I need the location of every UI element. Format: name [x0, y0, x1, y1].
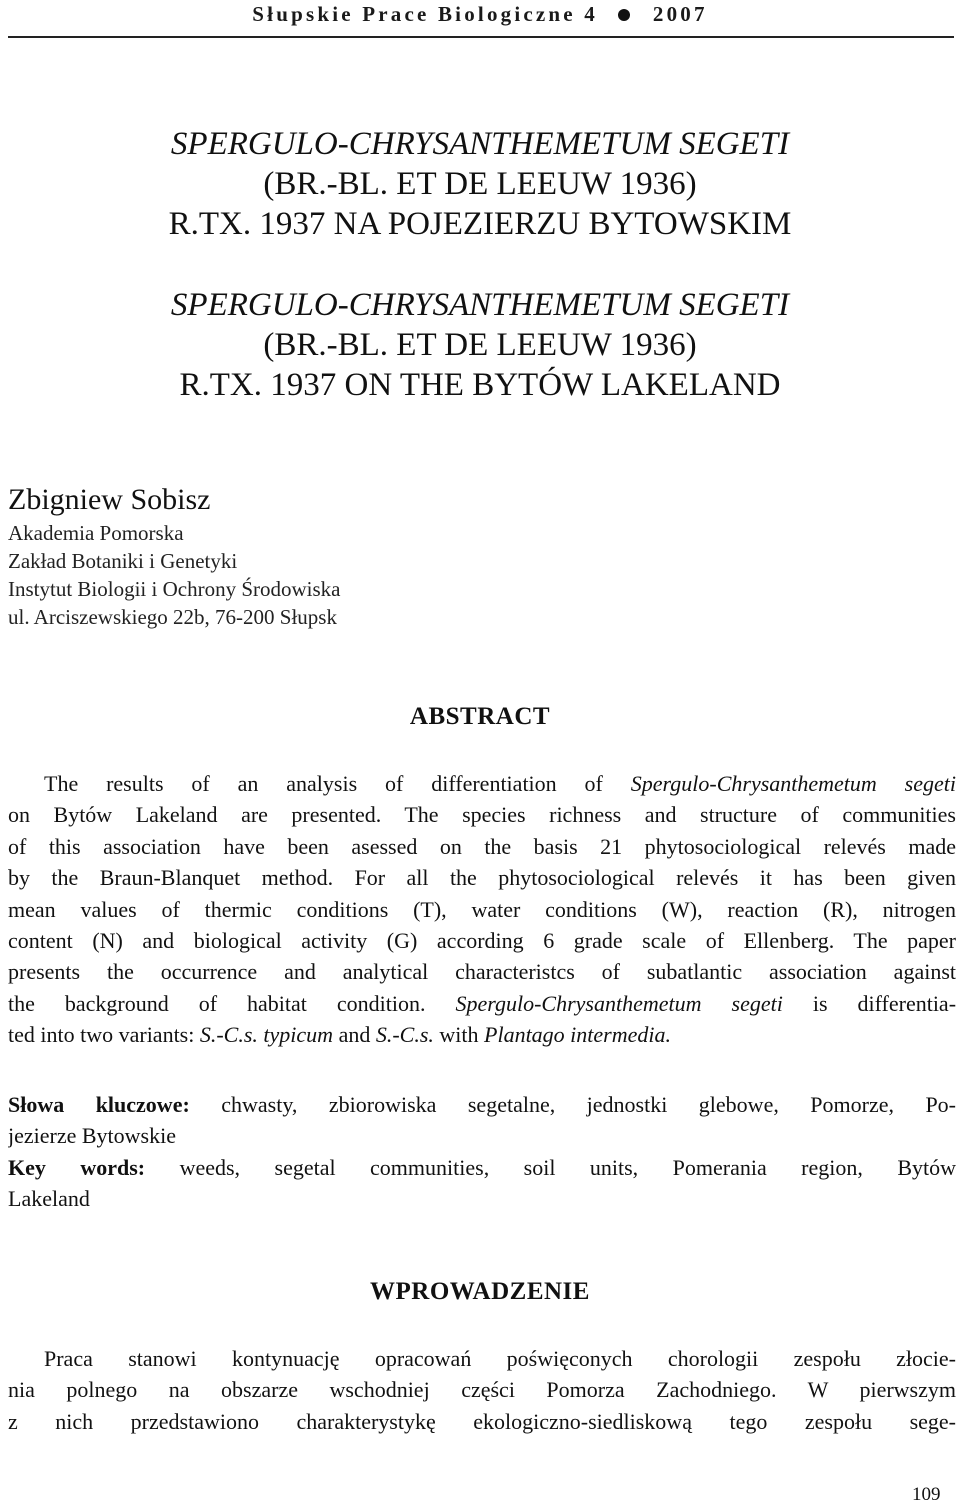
title-polish — [0, 124, 960, 244]
affiliation-line-2: Zakład Botaniki i Genetyki — [8, 549, 238, 573]
variant-name: S.-C.s. — [375, 1022, 434, 1048]
abstract-heading: ABSTRACT — [409, 703, 551, 730]
title-pl-line-2: (BR.-BL. ET DE LEEUW 1936) — [263, 166, 697, 202]
abstract-text-run: by the Braun-Blanquet method. — [8, 865, 334, 891]
abstract-text-run: and — [338, 1022, 371, 1048]
abstract-text-run: ted into two variants: — [8, 1022, 195, 1048]
journal-name: Słupskie Prace Biologiczne — [252, 2, 576, 26]
intro-line: Praca stanowi kontynuację opracowań poświęconych chorologii zespołu złocie- — [44, 1346, 956, 1371]
abstract-line — [8, 925, 956, 956]
abstract-line: presents the occurrence and analytical characteristcs of subatlantic association against — [8, 959, 956, 985]
abstract-text-run: The species richness and structure of communities — [404, 802, 956, 828]
keywords-en-line — [8, 1152, 956, 1183]
title-pl-line-1: SPERGULO-CHRYSANTHEMETUM SEGETI — [170, 126, 790, 162]
abstract-line: mean values of thermic conditions (T), water conditions (W), reaction (R), nitrogen — [8, 896, 956, 922]
intro-line: nia polnego na obszarze wschodniej części Pomorza Zachodniego. W pierwszym — [8, 1377, 956, 1403]
title-en-line-1: SPERGULO-CHRYSANTHEMETUM SEGETI — [170, 287, 790, 323]
abstract-line — [8, 799, 956, 830]
abstract-text-run: the background of habitat condition. — [8, 990, 426, 1016]
abstract-text-run: on Bytów Lakeland are presented. — [8, 802, 382, 828]
page-number: 109 — [912, 1484, 941, 1505]
running-header — [0, 2, 960, 27]
abstract-text-run: with — [439, 1022, 479, 1048]
keywords-en-text: weeds, segetal communities, soil units, Pomerania region, Bytów — [179, 1154, 956, 1180]
title-en-line-2: (BR.-BL. ET DE LEEUW 1936) — [263, 327, 697, 363]
abstract-line — [8, 1019, 956, 1050]
bullet-dot-icon — [618, 9, 630, 21]
species-name: Spergulo-Chrysanthemetum segeti — [630, 771, 956, 796]
abstract-text — [8, 768, 956, 1051]
abstract-text-run: is differentia- — [812, 990, 956, 1016]
author-name: Zbigniew Sobisz — [8, 483, 211, 516]
intro-line: z nich przedstawiono charakterystykę ekologiczno-siedliskową tego zespołu sege- — [8, 1408, 956, 1434]
affiliation-line-1: Akademia Pomorska — [8, 521, 184, 545]
affiliation-line-3: Instytut Biologii i Ochrony Środowiska — [8, 577, 341, 601]
publication-year: 2007 — [652, 2, 708, 26]
keywords-pl-line — [8, 1089, 956, 1120]
species-name: Spergulo-Chrysanthemetum segeti — [455, 990, 783, 1016]
abstract-line — [8, 768, 956, 799]
intro-heading: WPROWADZENIE — [370, 1278, 590, 1305]
abstract-line — [8, 988, 956, 1019]
title-english — [0, 285, 960, 405]
title-en-line-3: R.TX. 1937 ON THE BYTÓW LAKELAND — [179, 367, 781, 403]
keywords-block — [8, 1089, 956, 1215]
keywords-pl-line: jezierze Bytowskie — [8, 1123, 176, 1149]
keywords-pl-label: Słowa kluczowe: — [8, 1092, 190, 1117]
title-pl-line-3: R.TX. 1937 NA POJEZIERZU BYTOWSKIM — [168, 206, 792, 242]
abstract-text-run: The results of an analysis of differentiation of — [44, 771, 603, 796]
volume-number: 4 — [584, 2, 598, 26]
affiliation-line-4: ul. Arciszewskiego 22b, 76-200 Słupsk — [8, 605, 337, 629]
keywords-en-line: Lakeland — [8, 1186, 90, 1212]
header-rule — [8, 36, 954, 38]
keywords-pl-text: chwasty, zbiorowiska segetalne, jednostki glebowe, Pomorze, Po- — [221, 1092, 956, 1117]
abstract-line — [8, 862, 956, 893]
abstract-line: of this association have been asessed on the basis 21 phytosociological relevés made — [8, 833, 956, 859]
author-block — [8, 481, 908, 631]
intro-text — [8, 1343, 956, 1437]
abstract-text-run: The paper — [853, 928, 956, 954]
abstract-text-run: For all the phytosociological relevés it has been given — [354, 865, 956, 891]
abstract-text-run: content (N) and biological activity (G) according 6 grade scale of Ellenberg. — [8, 928, 835, 954]
variant-name: S.-C.s. typicum — [199, 1022, 334, 1048]
species-name: Plantago intermedia. — [484, 1022, 671, 1048]
keywords-en-label: Key words: — [8, 1154, 146, 1180]
